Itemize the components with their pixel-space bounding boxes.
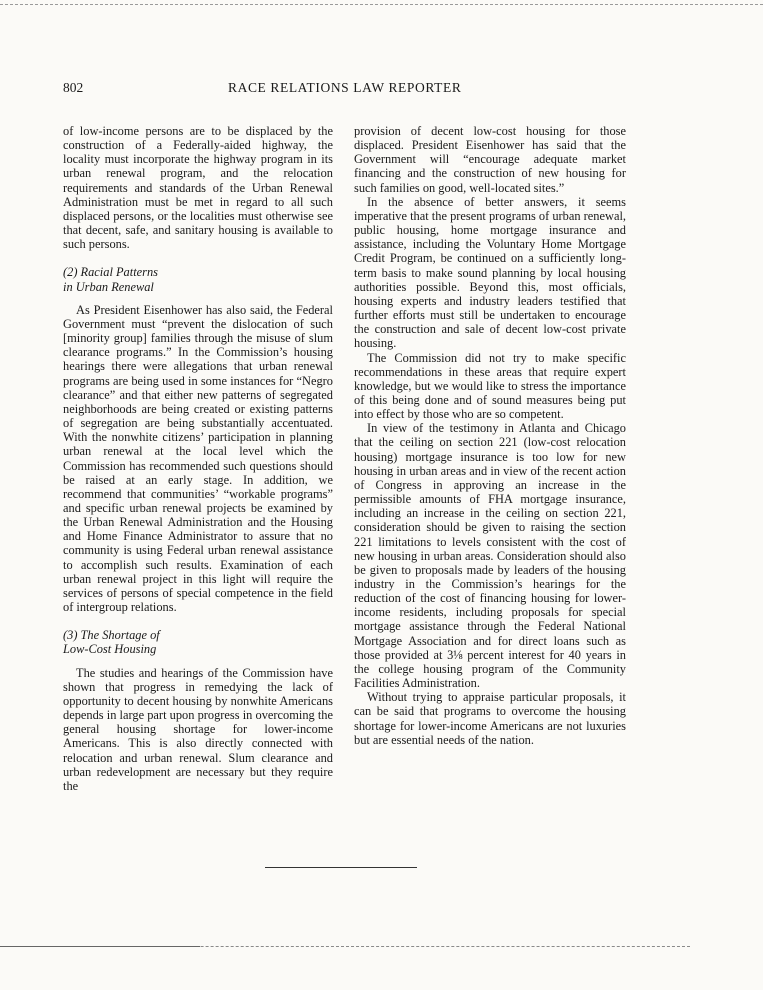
heading-line: (3) The Shortage of — [63, 628, 160, 643]
top-scan-rule — [0, 4, 763, 5]
paragraph: As President Eisenhower has also said, the Federal Government must “prevent the dislocation of such [minority group] families through the misuse of slum clearance programs.” In the Commission’s housing hearings there were allegations that urban renewal programs are being used in some instances for “Negro clearance” and that either new patterns of segregated neighborhoods are being created or existing patterns of segregation are being substantially accentuated. With the nonwhite citizens’ participation in planning urban renewal at the local level which the Commission has recommended such questions should be raised at an early stage. In addition, we recommend that communities’ “workable programs” and specific urban renewal projects be examined by the Urban Renewal Administration and the Housing and Home Finance Administrator to assure that no community is using Federal urban renewal assistance to accomplish such results. Examination of each urban renewal project in this light will require the services of persons of special competence in the field of intergroup relations. — [63, 302, 333, 615]
running-head: RACE RELATIONS LAW REPORTER — [228, 80, 462, 95]
heading-line: (2) Racial Patterns — [63, 265, 158, 280]
left-column — [63, 124, 333, 793]
heading-line: Low-Cost Housing — [63, 642, 157, 657]
page-number: 802 — [63, 80, 84, 95]
section-heading-racial-patterns — [63, 265, 333, 293]
paragraph: provision of decent low-cost housing for those displaced. President Eisenhower has said that the Government will “encourage adequate market financing and the construction of new housing for such families on good, well-located sites.” — [354, 124, 626, 195]
bottom-scan-rule-solid — [0, 946, 200, 947]
paragraph: In the absence of better answers, it seems imperative that the present programs of urban renewal, public housing, home mortgage insurance and assistance, including the Voluntary Home Mortgage Credit Program, be continued on a sufficiently long-term basis to make sound planning by local housing authorities possible. Beyond this, most officials, housing experts and industry leaders testified that further efforts must still be undertaken to encourage the construction and sale of decent low-cost private housing. — [354, 194, 626, 351]
right-column — [354, 124, 626, 747]
paragraph: of low-income persons are to be displaced by the construction of a Federally-aided highway, the locality must incorporate the highway program in its urban renewal program, and the relocation requirements and standards of the Urban Renewal Administration must be met in regard to all such displaced persons, or the localities must otherwise see that decent, safe, and sanitary housing is available to such persons. — [63, 124, 333, 252]
paragraph: The Commission did not try to make specific recommendations in these areas that require expert knowledge, but we would like to stress the importance of this being done and of sound measures being put into effect by those who are so competent. — [354, 350, 626, 422]
paragraph: Without trying to appraise particular proposals, it can be said that programs to overcome the housing shortage for lower-income Americans are not luxuries but are essential needs of the nation. — [354, 690, 626, 747]
paragraph: In view of the testimony in Atlanta and Chicago that the ceiling on section 221 (low-cost relocation housing) mortgage insurance is too low for new housing in urban areas and in view of the recent action of Congress in approving an increase in the permissible amounts of FHA mortgage insurance, including an increase in the ceiling on section 221, consideration should be given to raising the section 221 limitations to levels consistent with the cost of new housing in urban areas. Consideration should also be given to proposals made by leaders of the housing industry in the Commission’s hearings for the reduction of the cost of financing housing for lower-income residents, including proposals for special mortgage assistance through the Federal National Mortgage Association and for direct loans such as those provided at 3⅛ percent interest for 40 years in the college housing program of the Community Facilities Administration. — [354, 421, 626, 691]
page-header — [0, 80, 763, 98]
paragraph: The studies and hearings of the Commission have shown that progress in remedying the lack of opportunity to decent housing by nonwhite Americans depends in large part upon progress in overcoming the general housing shortage for lower-income Americans. This is also directly connected with relocation and urban renewal. Slum clearance and urban redevelopment are necessary but they require the — [63, 665, 333, 793]
heading-line: in Urban Renewal — [63, 279, 154, 294]
section-heading-housing-shortage — [63, 628, 333, 656]
footnote-divider — [265, 867, 417, 868]
